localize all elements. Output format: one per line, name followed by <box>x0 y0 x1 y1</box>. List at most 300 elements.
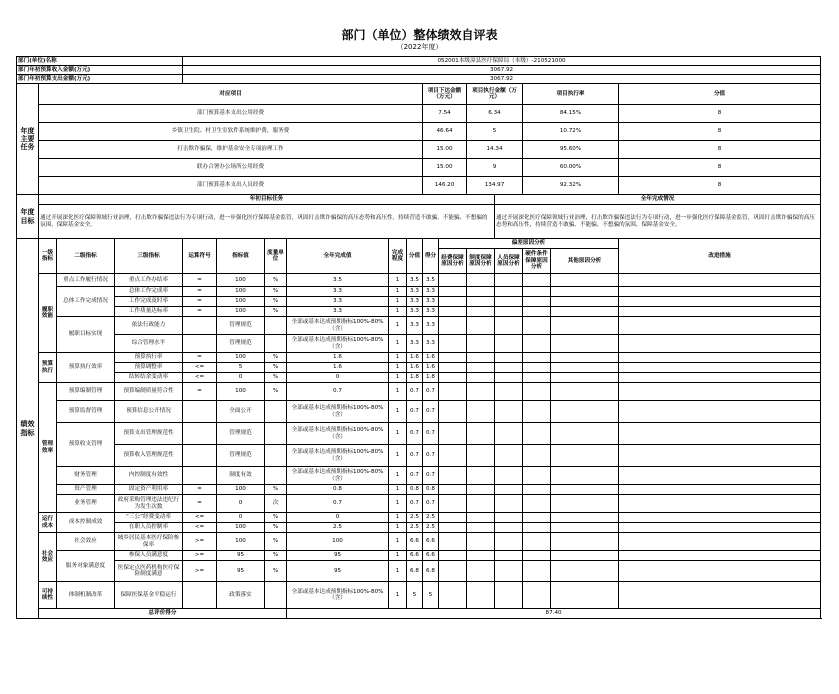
evaluation-table <box>16 56 821 619</box>
perf-dev-cell <box>467 485 495 495</box>
perf-score-cell: 6.6 <box>407 533 423 551</box>
perf-col-l3: 三级指标 <box>115 239 183 274</box>
perf-dev-cell <box>495 307 523 317</box>
perf-l3-cell: 城乡居民基本医疗保险参保率 <box>115 533 183 551</box>
perf-dev-cell <box>551 445 619 467</box>
perf-fix-cell <box>619 287 821 297</box>
perf-fix-cell <box>619 533 821 551</box>
perf-l2-cell: 财务管理 <box>57 467 115 485</box>
task-issued: 146.20 <box>423 177 467 195</box>
perf-degree-cell: 1 <box>389 551 407 561</box>
income-value: 3067.92 <box>183 66 821 75</box>
perf-dev-cell <box>439 523 467 533</box>
perf-col-unit: 度量单位 <box>265 239 287 274</box>
perf-dev-cell <box>467 335 495 353</box>
perf-dev-cell <box>551 495 619 513</box>
perf-col-dev-other: 其他原因分析 <box>551 249 619 274</box>
perf-target-cell: 100 <box>217 287 265 297</box>
perf-got-cell: 1.6 <box>423 353 439 363</box>
perf-degree-cell: 1 <box>389 307 407 317</box>
perf-row <box>17 353 821 363</box>
perf-actual-cell: 2.5 <box>287 523 389 533</box>
perf-col-target: 指标值 <box>217 239 265 274</box>
perf-l3-cell: 预算支出管理规范性 <box>115 423 183 445</box>
perf-actual-cell: 全部或基本达成预期指标100%-80%（含） <box>287 445 389 467</box>
perf-op-cell <box>183 467 217 485</box>
perf-score-cell: 5 <box>407 582 423 609</box>
perf-row <box>17 383 821 401</box>
perf-op-cell <box>183 335 217 353</box>
tasks-section-label: 年度主要任务 <box>17 84 39 195</box>
perf-actual-cell: 3.5 <box>287 274 389 287</box>
perf-unit-cell: 次 <box>265 495 287 513</box>
perf-degree-cell: 1 <box>389 533 407 551</box>
perf-l3-cell: 预算编制质量符合性 <box>115 383 183 401</box>
perf-dev-cell <box>523 561 551 582</box>
perf-row <box>17 373 821 383</box>
perf-dev-cell <box>551 467 619 485</box>
task-row <box>17 105 821 123</box>
perf-score-cell: 1.8 <box>407 373 423 383</box>
perf-dev-cell <box>495 523 523 533</box>
perf-dev-cell <box>467 551 495 561</box>
perf-actual-cell: 1.6 <box>287 363 389 373</box>
perf-dev-cell <box>523 582 551 609</box>
perf-dev-cell <box>439 274 467 287</box>
perf-dev-cell <box>467 423 495 445</box>
perf-dev-cell <box>439 383 467 401</box>
perf-dev-cell <box>467 495 495 513</box>
perf-unit-cell: % <box>265 523 287 533</box>
perf-unit-cell <box>265 445 287 467</box>
perf-target-cell: 100 <box>217 274 265 287</box>
perf-l2-cell: 重点工作履行情况 <box>57 274 115 287</box>
perf-dev-cell <box>495 287 523 297</box>
perf-dev-cell <box>495 373 523 383</box>
perf-unit-cell: % <box>265 363 287 373</box>
perf-dev-cell <box>467 467 495 485</box>
perf-op-cell: <= <box>183 373 217 383</box>
perf-score-cell: 3.3 <box>407 317 423 335</box>
goals-plan-label: 年初目标任务 <box>39 195 495 205</box>
perf-col-score: 分值 <box>407 239 423 274</box>
perf-dev-cell <box>495 363 523 373</box>
perf-target-cell: 100 <box>217 533 265 551</box>
perf-got-cell: 2.5 <box>423 523 439 533</box>
perf-score-cell: 3.3 <box>407 335 423 353</box>
perf-score-cell: 0.7 <box>407 401 423 423</box>
perf-unit-cell: % <box>265 353 287 363</box>
perf-fix-cell <box>619 307 821 317</box>
perf-dev-cell <box>523 383 551 401</box>
perf-op-cell: <= <box>183 363 217 373</box>
perf-op-cell <box>183 445 217 467</box>
perf-score-cell: 0.8 <box>407 485 423 495</box>
perf-l3-cell: 预算信息公开情况 <box>115 401 183 423</box>
perf-actual-cell: 全部或基本达成预期指标100%-80%（含） <box>287 335 389 353</box>
perf-col-dev-system: 制度保障原因分析 <box>467 249 495 274</box>
perf-actual-cell: 3.3 <box>287 307 389 317</box>
perf-l3-cell: 固定资产利用率 <box>115 485 183 495</box>
perf-dev-cell <box>523 287 551 297</box>
perf-degree-cell: 1 <box>389 317 407 335</box>
perf-dev-cell <box>551 317 619 335</box>
perf-degree-cell: 1 <box>389 467 407 485</box>
perf-dev-cell <box>467 353 495 363</box>
perf-target-cell: 100 <box>217 307 265 317</box>
perf-dev-cell <box>467 307 495 317</box>
perf-row <box>17 274 821 287</box>
page-subtitle: （2022年度） <box>396 43 443 51</box>
perf-degree-cell: 1 <box>389 495 407 513</box>
perf-dev-cell <box>467 373 495 383</box>
perf-unit-cell <box>265 467 287 485</box>
perf-dev-cell <box>495 485 523 495</box>
expense-row <box>17 75 821 84</box>
perf-section-label: 绩效指标 <box>17 239 39 619</box>
tasks-col-issued: 项目下达金额（万元） <box>423 84 467 105</box>
perf-unit-cell: % <box>265 274 287 287</box>
perf-actual-cell: 0 <box>287 513 389 523</box>
task-row <box>17 141 821 159</box>
perf-dev-cell <box>467 513 495 523</box>
perf-l1-cell: 社会效应 <box>39 533 57 582</box>
goals-plan-text: 通过开展深化医疗保障领域行业治理，打击欺诈骗保违法行为专项行动，进一步强化医疗保障基金监管，巩固打击欺诈骗保的高压态势和高压性，持续营造不敢骗、不能骗、不想骗的氛围，保障基金安全。 <box>39 205 495 239</box>
perf-score-cell: 0.7 <box>407 423 423 445</box>
perf-actual-cell: 0.7 <box>287 383 389 401</box>
perf-l3-cell: 医保定点医药机构医疗保险制度满意 <box>115 561 183 582</box>
perf-op-cell: <= <box>183 513 217 523</box>
perf-row <box>17 523 821 533</box>
perf-col-op: 运算符号 <box>183 239 217 274</box>
income-label: 部门年初预算收入金额(万元) <box>17 66 183 75</box>
perf-op-cell: = <box>183 353 217 363</box>
perf-dev-cell <box>523 485 551 495</box>
perf-dev-cell <box>439 423 467 445</box>
perf-fix-cell <box>619 317 821 335</box>
perf-dev-cell <box>467 582 495 609</box>
perf-target-cell: 95 <box>217 551 265 561</box>
perf-got-cell: 3.3 <box>423 287 439 297</box>
task-rate: 60.00% <box>523 159 619 177</box>
perf-row <box>17 495 821 513</box>
task-rate: 84.15% <box>523 105 619 123</box>
perf-got-cell: 0.7 <box>423 445 439 467</box>
perf-fix-cell <box>619 495 821 513</box>
perf-dev-cell <box>551 485 619 495</box>
perf-dev-cell <box>523 551 551 561</box>
perf-unit-cell <box>265 401 287 423</box>
perf-target-cell: 100 <box>217 383 265 401</box>
perf-fix-cell <box>619 551 821 561</box>
perf-actual-cell: 全部或基本达成预期指标100%-80%（含） <box>287 467 389 485</box>
perf-unit-cell: % <box>265 307 287 317</box>
perf-l1-cell: 运行成本 <box>39 513 57 533</box>
perf-dev-cell <box>467 297 495 307</box>
perf-actual-cell: 全部或基本达成预期指标100%-80%（含） <box>287 401 389 423</box>
perf-row <box>17 401 821 423</box>
perf-fix-cell <box>619 383 821 401</box>
perf-l3-cell: 保障医保基金平稳运行 <box>115 582 183 609</box>
perf-l1-cell: 履职效能 <box>39 274 57 353</box>
perf-dev-cell <box>551 582 619 609</box>
perf-unit-cell <box>265 423 287 445</box>
perf-dev-cell <box>467 383 495 401</box>
perf-got-cell: 5 <box>423 582 439 609</box>
perf-dev-cell <box>523 467 551 485</box>
perf-dev-cell <box>439 513 467 523</box>
perf-dev-cell <box>523 495 551 513</box>
perf-fix-cell <box>619 561 821 582</box>
perf-dev-cell <box>523 423 551 445</box>
task-score: 8 <box>619 159 821 177</box>
perf-got-cell: 3.3 <box>423 297 439 307</box>
tasks-col-project: 对应项目 <box>39 84 423 105</box>
task-issued: 15.00 <box>423 159 467 177</box>
perf-target-cell: 0 <box>217 495 265 513</box>
task-executed: 5 <box>467 123 523 141</box>
perf-actual-cell: 全部或基本达成预期指标100%-80%（含） <box>287 423 389 445</box>
perf-dev-cell <box>439 582 467 609</box>
perf-unit-cell: % <box>265 287 287 297</box>
perf-row <box>17 467 821 485</box>
perf-unit-cell: % <box>265 383 287 401</box>
perf-l3-cell: “三公”经费变动率 <box>115 513 183 523</box>
perf-got-cell: 0.7 <box>423 423 439 445</box>
perf-got-cell: 3.3 <box>423 335 439 353</box>
perf-target-cell: 管理规范 <box>217 335 265 353</box>
perf-degree-cell: 1 <box>389 383 407 401</box>
perf-got-cell: 6.6 <box>423 533 439 551</box>
perf-actual-cell: 全部或基本达成预期指标100%-80%（含） <box>287 582 389 609</box>
perf-target-cell: 管理规范 <box>217 445 265 467</box>
perf-dev-cell <box>551 373 619 383</box>
task-executed: 14.34 <box>467 141 523 159</box>
perf-dev-cell <box>523 307 551 317</box>
perf-unit-cell: % <box>265 513 287 523</box>
perf-dev-cell <box>523 317 551 335</box>
perf-row <box>17 335 821 353</box>
task-name: 部门预算基本支出人员经费 <box>39 177 423 195</box>
perf-l3-cell: 结转结余变动率 <box>115 373 183 383</box>
perf-dev-cell <box>495 401 523 423</box>
perf-l2-cell: 预算编制管理 <box>57 383 115 401</box>
perf-l3-cell: 依法行政能力 <box>115 317 183 335</box>
perf-dev-cell <box>495 353 523 363</box>
perf-actual-cell: 0 <box>287 373 389 383</box>
expense-value: 3067.92 <box>183 75 821 84</box>
perf-dev-cell <box>467 287 495 297</box>
perf-row <box>17 445 821 467</box>
perf-dev-cell <box>467 561 495 582</box>
perf-target-cell: 100 <box>217 297 265 307</box>
perf-dev-cell <box>523 353 551 363</box>
perf-dev-cell <box>551 353 619 363</box>
total-row <box>17 609 821 619</box>
perf-dev-cell <box>551 383 619 401</box>
perf-degree-cell: 1 <box>389 485 407 495</box>
perf-col-degree: 完成程度 <box>389 239 407 274</box>
perf-l3-cell: 总体工作完成率 <box>115 287 183 297</box>
perf-got-cell: 6.6 <box>423 551 439 561</box>
perf-degree-cell: 1 <box>389 363 407 373</box>
perf-degree-cell: 1 <box>389 561 407 582</box>
perf-fix-cell <box>619 401 821 423</box>
perf-op-cell <box>183 423 217 445</box>
goals-text-row <box>17 205 821 239</box>
perf-l3-cell: 政府采购管理违法违纪行为发生次数 <box>115 495 183 513</box>
perf-row <box>17 317 821 335</box>
perf-dev-cell <box>495 513 523 523</box>
task-name: 联办合署办公场所公用经费 <box>39 159 423 177</box>
perf-target-cell: 95 <box>217 561 265 582</box>
perf-dev-cell <box>495 533 523 551</box>
tasks-col-rate: 项目执行率 <box>523 84 619 105</box>
perf-col-fix: 改进措施 <box>619 239 821 274</box>
perf-l2-cell: 预算收支管理 <box>57 423 115 467</box>
perf-dev-cell <box>523 297 551 307</box>
perf-dev-cell <box>551 513 619 523</box>
perf-got-cell: 1.6 <box>423 363 439 373</box>
perf-row <box>17 582 821 609</box>
perf-dev-cell <box>439 353 467 363</box>
perf-col-l1: 一级指标 <box>39 239 57 274</box>
perf-actual-cell: 3.3 <box>287 287 389 297</box>
perf-target-cell: 0 <box>217 513 265 523</box>
perf-fix-cell <box>619 297 821 307</box>
perf-actual-cell: 0.8 <box>287 485 389 495</box>
perf-l3-cell: 预算收入管理规范性 <box>115 445 183 467</box>
perf-row <box>17 485 821 495</box>
perf-dev-cell <box>439 373 467 383</box>
perf-score-cell: 6.6 <box>407 551 423 561</box>
perf-l3-cell: 工作质量达标率 <box>115 307 183 317</box>
task-score: 8 <box>619 105 821 123</box>
perf-op-cell: = <box>183 274 217 287</box>
perf-got-cell: 1.8 <box>423 373 439 383</box>
perf-dev-cell <box>495 423 523 445</box>
perf-dev-cell <box>523 401 551 423</box>
perf-l3-cell: 工作完成及时率 <box>115 297 183 307</box>
perf-got-cell: 0.7 <box>423 401 439 423</box>
perf-unit-cell: % <box>265 373 287 383</box>
perf-op-cell <box>183 582 217 609</box>
goals-done-text: 通过开展深化医疗保障领域行业治理，打击欺诈骗保违法行为专项行动，进一步强化医疗保障基金监管，巩固打击欺诈骗保的高压态势和高压性，持续营造不敢骗、不能骗、不想骗的氛围，保障基金安全。 <box>495 205 821 239</box>
perf-degree-cell: 1 <box>389 523 407 533</box>
perf-col-got: 得分 <box>423 239 439 274</box>
perf-row <box>17 513 821 523</box>
perf-l3-cell: 综合管理水平 <box>115 335 183 353</box>
page-title: 部门（单位）整体绩效自评表 <box>341 28 498 42</box>
goals-done-label: 全年完成情况 <box>495 195 821 205</box>
task-issued: 7.54 <box>423 105 467 123</box>
perf-l2-cell: 预算执行效率 <box>57 353 115 383</box>
task-issued: 15.00 <box>423 141 467 159</box>
perf-row <box>17 297 821 307</box>
perf-target-cell: 管理规范 <box>217 317 265 335</box>
perf-l3-cell: 内控制度有效性 <box>115 467 183 485</box>
perf-fix-cell <box>619 373 821 383</box>
perf-dev-cell <box>495 274 523 287</box>
perf-col-dev-staff: 人员保障原因分析 <box>495 249 523 274</box>
perf-row <box>17 363 821 373</box>
goals-section-label: 年度目标 <box>17 195 39 239</box>
task-score: 8 <box>619 141 821 159</box>
perf-target-cell: 100 <box>217 353 265 363</box>
perf-op-cell <box>183 317 217 335</box>
task-executed: 9 <box>467 159 523 177</box>
perf-header-row <box>17 239 821 249</box>
perf-dev-cell <box>551 423 619 445</box>
perf-score-cell: 6.8 <box>407 561 423 582</box>
perf-got-cell: 3.3 <box>423 307 439 317</box>
perf-op-cell: >= <box>183 561 217 582</box>
perf-dev-cell <box>467 401 495 423</box>
perf-op-cell <box>183 401 217 423</box>
perf-target-cell: 政策落实 <box>217 582 265 609</box>
perf-got-cell: 6.8 <box>423 561 439 582</box>
perf-dev-cell <box>523 533 551 551</box>
perf-degree-cell: 1 <box>389 287 407 297</box>
perf-op-cell: = <box>183 307 217 317</box>
task-row <box>17 177 821 195</box>
total-value: 87.40 <box>287 609 821 619</box>
perf-target-cell: 100 <box>217 485 265 495</box>
perf-l1-cell: 预算执行 <box>39 353 57 383</box>
perf-actual-cell: 0.7 <box>287 495 389 513</box>
perf-degree-cell: 1 <box>389 423 407 445</box>
perf-l3-cell: 在职人员控制率 <box>115 523 183 533</box>
task-issued: 46.64 <box>423 123 467 141</box>
perf-op-cell: <= <box>183 523 217 533</box>
perf-fix-cell <box>619 513 821 523</box>
perf-unit-cell: % <box>265 561 287 582</box>
perf-op-cell: = <box>183 495 217 513</box>
perf-dev-cell <box>467 445 495 467</box>
perf-score-cell: 3.3 <box>407 297 423 307</box>
total-label: 总评价得分 <box>39 609 287 619</box>
perf-dev-cell <box>523 373 551 383</box>
perf-l2-cell: 业务管理 <box>57 495 115 513</box>
perf-dev-cell <box>551 533 619 551</box>
perf-dev-cell <box>467 274 495 287</box>
dept-label: 部门(单位)名称 <box>17 57 183 66</box>
perf-score-cell: 0.7 <box>407 467 423 485</box>
goals-header-row <box>17 195 821 205</box>
perf-dev-cell <box>439 445 467 467</box>
dept-value: 052001本级漳县医疗保障局（本级）-210521000 <box>183 57 821 66</box>
perf-fix-cell <box>619 485 821 495</box>
perf-dev-cell <box>551 307 619 317</box>
perf-got-cell: 2.5 <box>423 513 439 523</box>
perf-l3-cell: 重点工作办结率 <box>115 274 183 287</box>
perf-target-cell: 制度有效 <box>217 467 265 485</box>
perf-dev-cell <box>439 485 467 495</box>
perf-fix-cell <box>619 523 821 533</box>
perf-row <box>17 533 821 551</box>
task-rate: 95.60% <box>523 141 619 159</box>
task-name: 打击欺诈骗保，维护基金安全专项治理工作 <box>39 141 423 159</box>
perf-dev-cell <box>439 533 467 551</box>
perf-score-cell: 2.5 <box>407 513 423 523</box>
perf-score-cell: 0.7 <box>407 445 423 467</box>
perf-degree-cell: 1 <box>389 401 407 423</box>
perf-got-cell: 0.7 <box>423 467 439 485</box>
perf-degree-cell: 1 <box>389 373 407 383</box>
perf-degree-cell: 1 <box>389 353 407 363</box>
tasks-col-executed: 项目执行金额（万元） <box>467 84 523 105</box>
perf-dev-cell <box>523 523 551 533</box>
